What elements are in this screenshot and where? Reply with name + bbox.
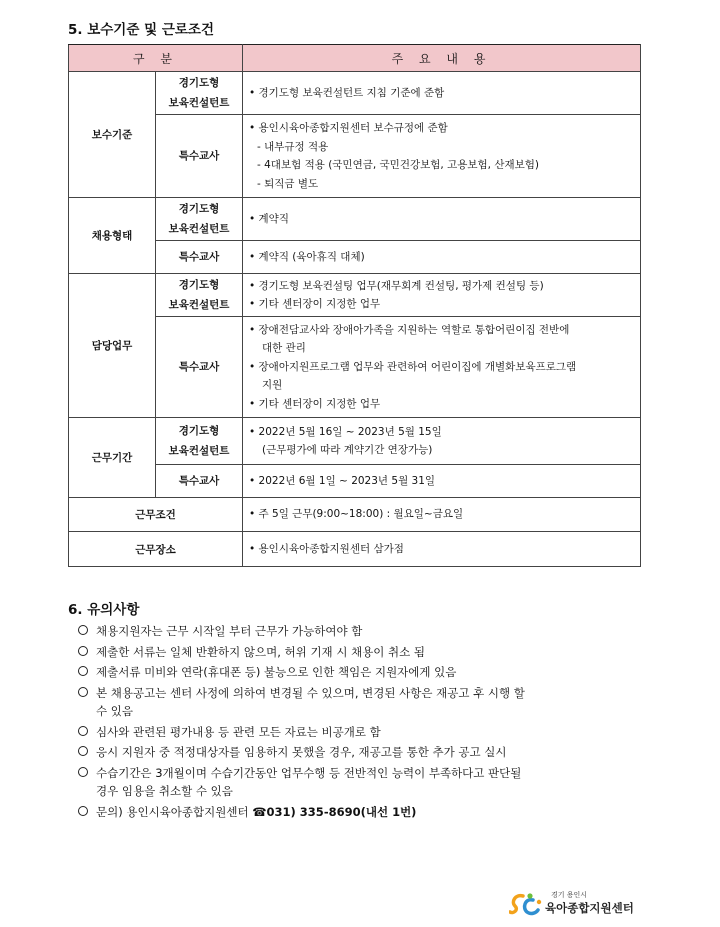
category-employment-type: 채용형태 bbox=[69, 198, 156, 274]
subcategory-special-teacher: 특수교사 bbox=[156, 317, 243, 418]
contact-phone: ☎031) 335-8690(내선 1번) bbox=[252, 804, 417, 819]
subcategory-consultant: 경기도형 보육컨설턴트 bbox=[156, 274, 243, 317]
circle-bullet-icon bbox=[78, 687, 88, 697]
subcategory-special-teacher: 특수교사 bbox=[156, 241, 243, 274]
table-row bbox=[69, 418, 641, 465]
circle-bullet-icon bbox=[78, 767, 88, 777]
list-item: 본 채용공고는 센터 사정에 의하여 변경될 수 있으며, 변경된 사항은 재공고 후 시행 할 수 있음 bbox=[78, 684, 648, 721]
circle-bullet-icon bbox=[78, 666, 88, 676]
list-item: 제출한 서류는 일체 반환하지 않으며, 허위 기재 시 채용이 취소 됨 bbox=[78, 643, 648, 662]
circle-bullet-icon bbox=[78, 646, 88, 656]
category-conditions: 근무조건 bbox=[69, 498, 243, 532]
table-header-row bbox=[69, 45, 641, 72]
employment-conditions-table bbox=[68, 44, 641, 567]
subcategory-consultant: 경기도형 보육컨설턴트 bbox=[156, 418, 243, 465]
center-logo bbox=[509, 890, 639, 918]
circle-bullet-icon bbox=[78, 625, 88, 635]
table-row bbox=[69, 198, 641, 241]
content-cell: • 계약직 bbox=[243, 198, 641, 241]
content-cell: • 장애전담교사와 장애아가족을 지원하는 역할로 통합어린이집 전반에 대한 관리 • 장애아지원프로그램 업무와 관련하여 어린이집에 개별화보육프로그램 지원 • 기타 센터장이 지정한 업무 bbox=[243, 317, 641, 418]
circle-bullet-icon bbox=[78, 746, 88, 756]
table-row bbox=[69, 274, 641, 317]
section-5-title: 5. 보수기준 및 근로조건 bbox=[68, 22, 214, 38]
logo-city-text: 경기 용인시 bbox=[551, 891, 588, 899]
section-6-title: 6. 유의사항 bbox=[68, 602, 140, 618]
content-cell: • 경기도형 보육컨설팅 업무(재무회계 컨설팅, 평가제 컨설팅 등) • 기타 센터장이 지정한 업무 bbox=[243, 274, 641, 317]
circle-bullet-icon bbox=[78, 726, 88, 736]
content-cell: • 경기도형 보육컨설턴트 지침 기준에 준함 bbox=[243, 72, 641, 115]
logo-center-name: 육아종합지원센터 bbox=[545, 901, 634, 915]
content-cell: • 용인시육아종합지원센터 보수규정에 준함 - 내부규정 적용 - 4대보험 적용 (국민연금, 국민건강보험, 고용보험, 산재보험) - 퇴직금 별도 bbox=[243, 115, 641, 198]
subcategory-consultant: 경기도형 보육컨설턴트 bbox=[156, 72, 243, 115]
content-cell: • 주 5일 근무(9:00~18:00) : 월요일~금요일 bbox=[243, 498, 641, 532]
list-item: 제출서류 미비와 연락(휴대폰 등) 불능으로 인한 책임은 지원자에게 있음 bbox=[78, 663, 648, 682]
subcategory-special-teacher: 특수교사 bbox=[156, 115, 243, 198]
header-category: 구 분 bbox=[69, 45, 243, 72]
circle-bullet-icon bbox=[78, 806, 88, 816]
logo-mark-icon bbox=[509, 892, 543, 918]
notes-list bbox=[78, 622, 648, 823]
subcategory-special-teacher: 특수교사 bbox=[156, 465, 243, 498]
content-cell: • 계약직 (육아휴직 대체) bbox=[243, 241, 641, 274]
table-row bbox=[69, 72, 641, 115]
table-row bbox=[69, 532, 641, 567]
category-duties: 담당업무 bbox=[69, 274, 156, 418]
list-item: 수습기간은 3개월이며 수습기간동안 업무수행 등 전반적인 능력이 부족하다고 판단될 경우 임용을 취소할 수 있음 bbox=[78, 764, 648, 801]
contact-label: 문의) 용인시육아종합지원센터 bbox=[96, 804, 249, 819]
list-item: 채용지원자는 근무 시작일 부터 근무가 가능하여야 함 bbox=[78, 622, 648, 641]
category-period: 근무기간 bbox=[69, 418, 156, 498]
subcategory-consultant: 경기도형 보육컨설턴트 bbox=[156, 198, 243, 241]
category-place: 근무장소 bbox=[69, 532, 243, 567]
table-row bbox=[69, 498, 641, 532]
list-item: 심사와 관련된 평가내용 등 관련 모든 자료는 비공개로 함 bbox=[78, 723, 648, 742]
content-cell: • 2022년 6월 1일 ~ 2023년 5월 31일 bbox=[243, 465, 641, 498]
content-cell: • 2022년 5월 16일 ~ 2023년 5월 15일 (근무평가에 따라 계약기간 연장가능) bbox=[243, 418, 641, 465]
contact-item bbox=[78, 803, 648, 822]
header-content: 주 요 내 용 bbox=[243, 45, 641, 72]
category-pay: 보수기준 bbox=[69, 72, 156, 198]
list-item: 응시 지원자 중 적정대상자를 임용하지 못했을 경우, 재공고를 통한 추가 공고 실시 bbox=[78, 743, 648, 762]
content-cell: • 용인시육아종합지원센터 삼가점 bbox=[243, 532, 641, 567]
